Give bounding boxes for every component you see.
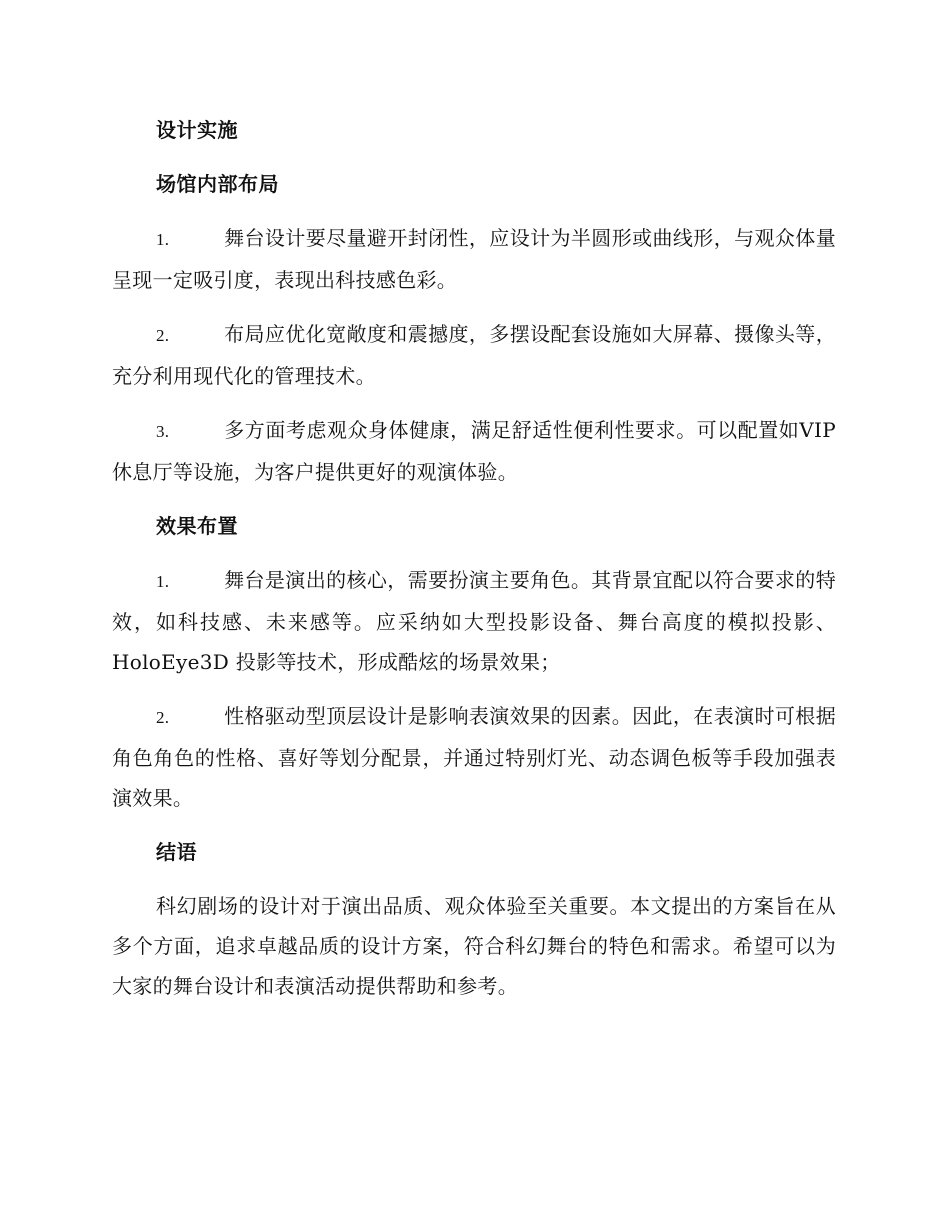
list-item — [112, 696, 836, 818]
list-item — [112, 314, 836, 396]
list-item-text: 布局应优化宽敞度和震撼度，多摆设配套设施如大屏幕、摄像头等，充分利用现代化的管理技术。 — [112, 322, 836, 388]
section-heading-venue-layout: 场馆内部布局 — [156, 172, 279, 196]
list-item-number: 2. — [156, 708, 170, 727]
list-item-number: 1. — [156, 572, 170, 591]
list-item-number: 2. — [156, 326, 170, 345]
section-heading-design-implementation: 设计实施 — [156, 118, 238, 142]
list-item-text: 多方面考虑观众身体健康，满足舒适性便利性要求。可以配置如VIP 休息厅等设施，为客户提供更好的观演体验。 — [112, 418, 836, 484]
section-heading-conclusion: 结语 — [156, 840, 197, 864]
conclusion-paragraph: 科幻剧场的设计对于演出品质、观众体验至关重要。本文提出的方案旨在从多个方面，追求卓越品质的设计方案，符合科幻舞台的特色和需求。希望可以为大家的舞台设计和表演活动提供帮助和参考。 — [112, 894, 836, 998]
list-item-text: 舞台是演出的核心，需要扮演主要角色。其背景宜配以符合要求的特效，如科技感、未来感等。应采纳如大型投影设备、舞台高度的模拟投影、HoloEye3D 投影等技术，形成酷炫的场景效果； — [112, 568, 836, 674]
list-item — [112, 560, 836, 682]
list-item-text: 性格驱动型顶层设计是影响表演效果的因素。因此，在表演时可根据角色角色的性格、喜好等划分配景，并通过特别灯光、动态调色板等手段加强表演效果。 — [112, 704, 836, 810]
list-item — [112, 218, 836, 300]
list-item-number: 3. — [156, 422, 170, 441]
list-item — [112, 410, 836, 492]
document-page — [112, 110, 836, 1020]
section-heading-effect-arrangement: 效果布置 — [156, 514, 238, 538]
list-item-text: 舞台设计要尽量避开封闭性，应设计为半圆形或曲线形，与观众体量呈现一定吸引度，表现出科技感色彩。 — [112, 226, 836, 292]
list-item-number: 1. — [156, 230, 170, 249]
